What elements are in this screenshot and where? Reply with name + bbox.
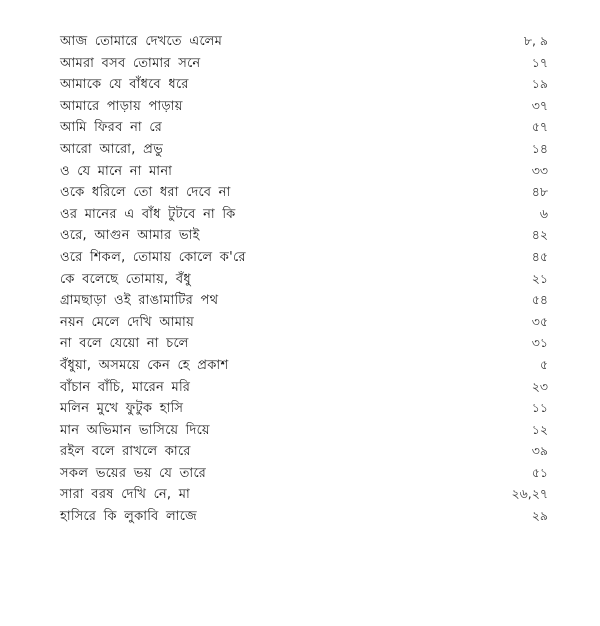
index-entry [60,311,548,333]
entry-title: সারা বরষ দেখি নে, মা [60,487,191,503]
index-entry [60,181,548,203]
entry-title: আমি ফিরব না রে [60,120,163,136]
entry-title: আরো আরো, প্রভু [60,141,164,157]
entry-page-number: ৫৪ [531,292,548,308]
index-entry [60,289,548,311]
entry-page-number: ৩১ [531,335,548,351]
entry-title: মলিন মুখে ফুটুক হাসি [60,401,184,417]
entry-title: ওরে, আগুন আমার ভাই [60,228,200,244]
entry-page-number: ৪৮ [531,184,548,200]
entry-page-number: ১১ [531,400,548,416]
index-entry [60,376,548,398]
entry-title: ওকে ধরিলে তো ধরা দেবে না [60,185,231,201]
entry-title: নয়ন মেলে দেখি আমায় [60,314,195,330]
entry-title: বঁধুয়া, অসময়ে কেন হে প্রকাশ [60,357,229,373]
entry-page-number: ১৪ [531,140,548,156]
index-entry [60,73,548,95]
entry-page-number: ৮, ৯ [523,33,548,48]
index-entry [60,116,548,138]
index-entry [60,224,548,246]
index-entry [60,203,548,225]
entry-title: না বলে যেয়ো না চলে [60,336,189,352]
index-entry [60,332,548,354]
index-entry [60,354,548,376]
entry-title: ও যে মানে না মানা [60,163,173,179]
entry-page-number: ১৭ [531,54,548,70]
index-entry [60,419,548,441]
index-entry [60,246,548,268]
entry-title: হাসিরে কি লুকাবি লাজে [60,509,197,525]
entry-title: মান অভিমান ভাসিয়ে দিয়ে [60,422,210,438]
entry-page-number: ২৩ [531,378,548,394]
entry-page-number: ৩৫ [531,313,548,329]
entry-title: গ্রামছাড়া ওই রাঙামাটির পথ [60,293,219,309]
entry-title: আজ তোমারে দেখতে এলেম [60,34,223,49]
index-entry [60,462,548,484]
entry-page-number: ২১ [531,270,548,286]
entry-title: আমরা বসব তোমার সনে [60,55,201,71]
entry-page-number: ১২ [531,421,548,437]
entry-page-number: ৩৩ [531,162,548,178]
entry-title: আমাকে যে বাঁধবে ধরে [60,77,189,93]
entry-title: কে বলেছে তোমায়, বঁধু [60,271,192,287]
entry-title: বাঁচান বাঁচি, মারেন মরি [60,379,191,395]
entry-page-number: ২৯ [531,508,548,524]
index-entry [60,138,548,160]
entry-page-number: ১৯ [531,76,548,92]
song-index-list [60,30,548,527]
entry-page-number: ৬ [539,205,548,221]
entry-page-number: ৪২ [531,227,548,243]
entry-title: ওরে শিকল, তোমায় কোলে ক'রে [60,249,246,265]
index-entry [60,440,548,462]
entry-page-number: ৩৭ [531,97,548,113]
index-entry [60,483,548,505]
index-entry [60,397,548,419]
entry-title: আমারে পাড়ায় পাড়ায় [60,98,183,114]
index-entry [60,505,548,527]
entry-page-number: ২৬,২৭ [511,486,548,502]
entry-title: সকল ভয়ের ভয় যে তারে [60,465,207,481]
entry-page-number: ৫৭ [531,119,548,135]
entry-title: ওর মানের এ বাঁধ টুটবে না কি [60,206,236,222]
index-entry [60,160,548,182]
entry-page-number: ৫ [539,356,548,372]
entry-title: রইল বলে রাখলে কারে [60,444,191,460]
entry-page-number: ৩৯ [531,443,548,459]
index-entry [60,30,548,52]
index-entry [60,52,548,74]
index-entry [60,268,548,290]
entry-page-number: ৪৫ [531,248,548,264]
index-entry [60,95,548,117]
entry-page-number: ৫১ [531,464,548,480]
